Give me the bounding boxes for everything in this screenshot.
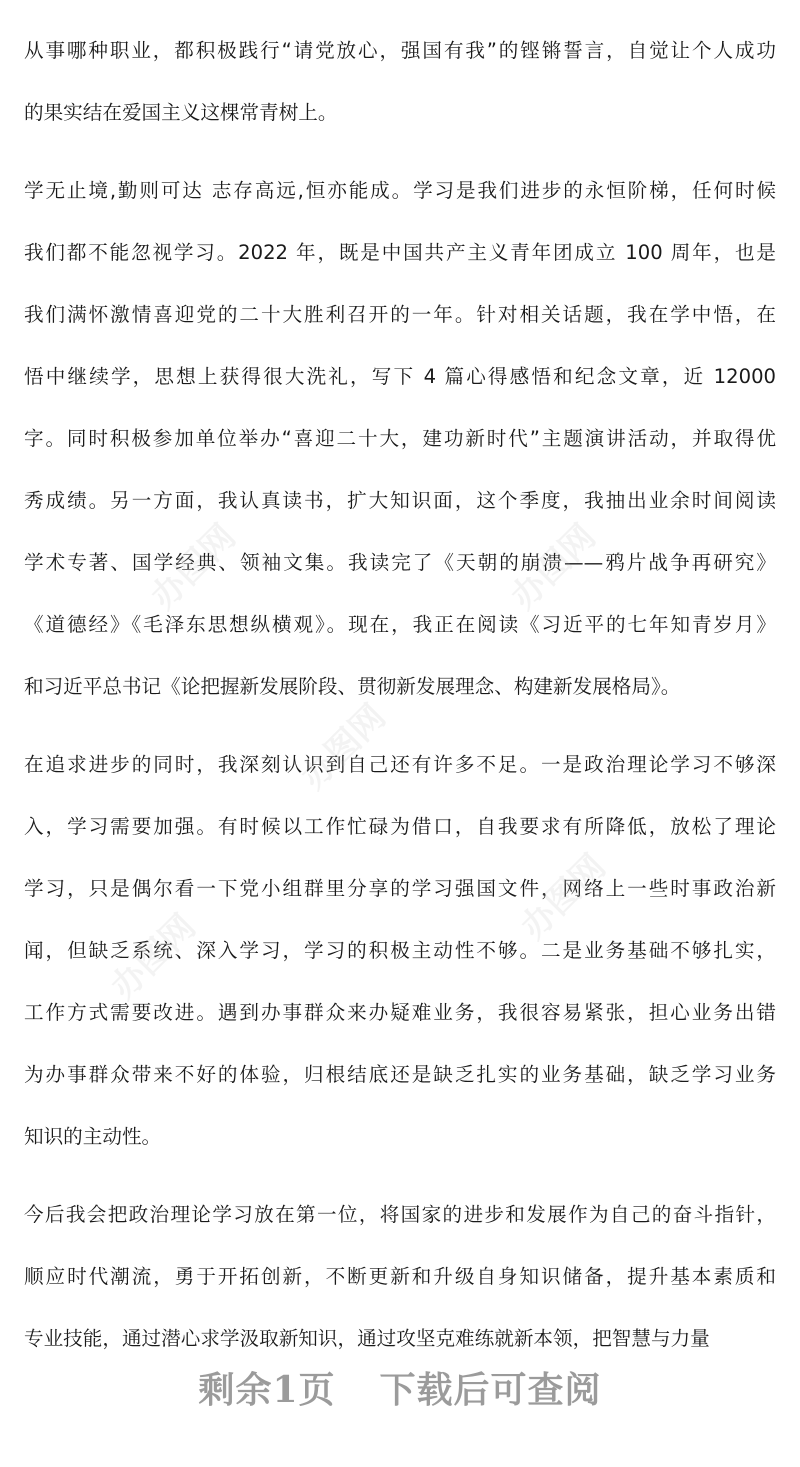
text-line: 为办事群众带来不好的体验，归根结底还是缺乏扎实的业务基础，缺乏学习业务: [24, 1063, 776, 1086]
text-line: 闻，但缺乏系统、深入学习，学习的积极主动性不够。二是业务基础不够扎实，: [24, 939, 776, 962]
text-line: 顺应时代潮流，勇于开拓创新，不断更新和升级自身知识储备，提升基本素质和: [24, 1265, 776, 1288]
paragraph-gap: [24, 1168, 776, 1184]
text-line: 工作方式需要改进。遇到办事群众来办疑难业务，我很容易紧张，担心业务出错: [24, 1001, 776, 1024]
text-line: 悟中继续学，思想上获得很大洗礼，写下 4 篇心得感悟和纪念文章，近 12000: [24, 365, 776, 388]
watermark: 办图网: [293, 696, 394, 798]
watermark: 办图网: [143, 516, 244, 618]
paragraph-gap: [24, 718, 776, 734]
paragraph: [24, 1184, 776, 1370]
text-line: 字。同时积极参加单位举办“喜迎二十大，建功新时代”主题演讲活动，并取得优: [24, 427, 776, 450]
text-line: 和习近平总书记《论把握新发展阶段、贯彻新发展理念、构建新发展格局》。: [24, 675, 681, 698]
text-line: 《道德经》《毛泽东思想纵横观》。现在，我正在阅读《习近平的七年知青岁月》: [24, 613, 776, 636]
text-line: 入，学习需要加强。有时候以工作忙碌为借口，自我要求有所降低，放松了理论: [24, 815, 776, 838]
text-line: 学无止境,勤则可达 志存高远,恒亦能成。学习是我们进步的永恒阶梯，任何时候: [24, 179, 776, 202]
text-line: 我们满怀激情喜迎党的二十大胜利召开的一年。针对相关话题，我在学中悟，在: [24, 303, 776, 326]
watermark: 办图网: [513, 846, 614, 948]
document-body: [24, 20, 776, 1370]
text-line: 学习，只是偶尔看一下党小组群里分享的学习强国文件，网络上一些时事政治新: [24, 877, 776, 900]
text-line: 秀成绩。另一方面，我认真读书，扩大知识面，这个季度，我抽出业余时间阅读: [24, 489, 776, 512]
text-line: 知识的主动性。: [24, 1125, 162, 1148]
text-line: 我们都不能忽视学习。2022 年，既是中国共产主义青年团成立 100 周年，也是: [24, 241, 776, 264]
watermark: 办图网: [503, 516, 604, 618]
paragraph: [24, 20, 776, 144]
text-line: 学术专著、国学经典、领袖文集。我读完了《天朝的崩溃——鸦片战争再研究》: [24, 551, 776, 574]
paragraph: [24, 734, 776, 1168]
text-line: 专业技能，通过潜心求学汲取新知识，通过攻坚克难练就新本领，把智慧与力量: [24, 1327, 710, 1350]
text-line: 在追求进步的同时，我深刻认识到自己还有许多不足。一是政治理论学习不够深: [24, 753, 776, 776]
remaining-pages-label: 剩余1页: [198, 1369, 336, 1411]
text-line: 从事哪种职业，都积极践行“请党放心，强国有我”的铿锵誓言，自觉让个人成功: [24, 39, 776, 62]
text-line: 今后我会把政治理论学习放在第一位，将国家的进步和发展作为自己的奋斗指针，: [24, 1203, 776, 1226]
download-to-view-label: 下载后可查阅: [379, 1369, 602, 1411]
paragraph-gap: [24, 144, 776, 160]
text-line: 的果实结在爱国主义这棵常青树上。: [24, 101, 338, 124]
download-prompt[interactable]: [0, 1362, 800, 1413]
watermark: 办图网: [103, 906, 204, 1008]
paragraph: [24, 160, 776, 718]
